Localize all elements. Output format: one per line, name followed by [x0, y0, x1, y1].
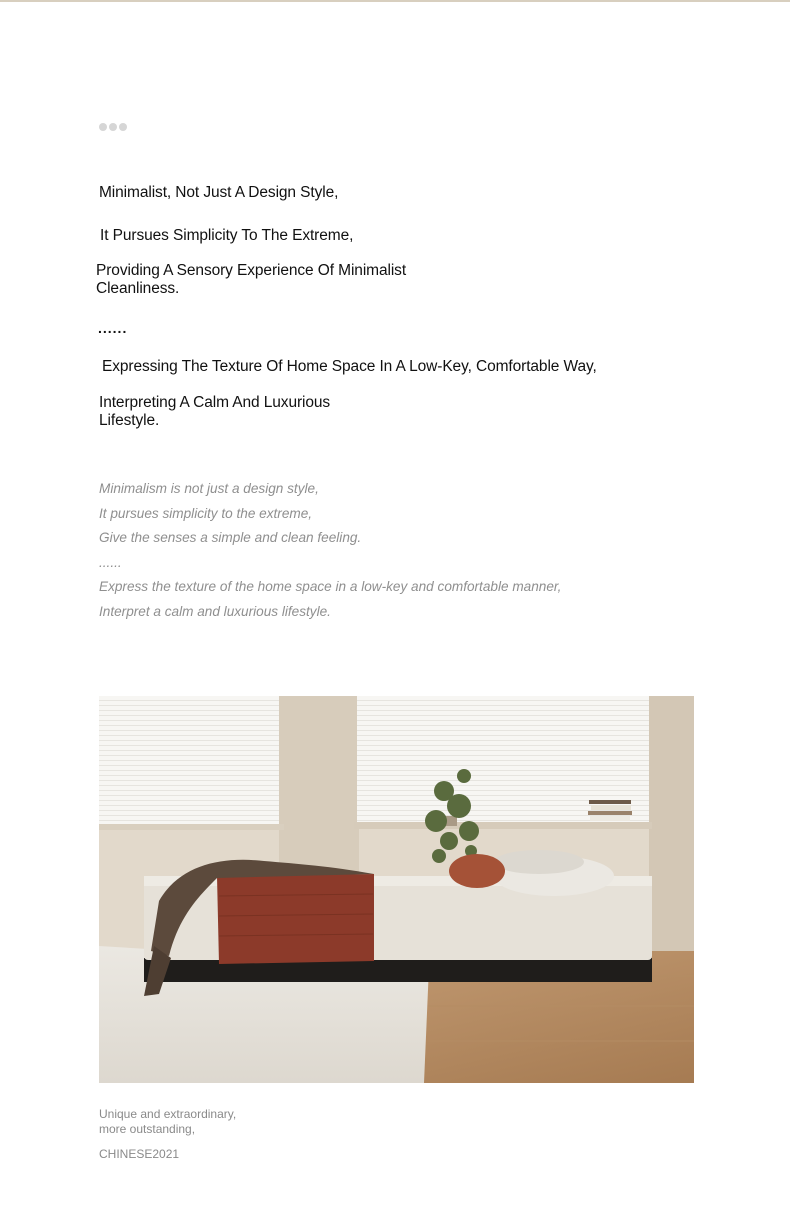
dot-icon	[119, 123, 127, 131]
italic-line: ......	[99, 554, 122, 570]
italic-line: Give the senses a simple and clean feeling.	[99, 530, 362, 545]
caption-line-2: more outstanding,	[99, 1122, 196, 1136]
italic-line: Express the texture of the home space in a low-key and comfortable manner,	[99, 579, 562, 594]
bedroom-photo	[99, 696, 694, 1083]
headline-line-5: Expressing The Texture Of Home Space In A Low-Key, Comfortable Way,	[102, 358, 597, 375]
top-divider	[0, 0, 790, 2]
dot-icon	[99, 123, 107, 131]
headline-line-7: Lifestyle.	[99, 412, 160, 429]
caption	[99, 1107, 236, 1137]
headline-line-4: Cleanliness.	[96, 280, 180, 297]
brand-label: CHINESE2021	[99, 1147, 180, 1161]
italic-line: Interpret a calm and luxurious lifestyle.	[99, 603, 331, 619]
headline-line-2: It Pursues Simplicity To The Extreme,	[100, 227, 354, 244]
dots-ornament	[99, 123, 127, 131]
headline-line-3: Providing A Sensory Experience Of Minimalist	[96, 262, 407, 279]
italic-description	[99, 479, 561, 626]
italic-line: It pursues simplicity to the extreme,	[99, 505, 313, 521]
headline-line-6: Interpreting A Calm And Luxurious	[99, 394, 331, 411]
caption-line-1: Unique and extraordinary,	[99, 1107, 237, 1121]
headline-line-1: Minimalist, Not Just A Design Style,	[99, 184, 339, 201]
headline-ellipsis: ......	[98, 320, 128, 336]
italic-line: Minimalism is not just a design style,	[99, 481, 319, 496]
dot-icon	[109, 123, 117, 131]
